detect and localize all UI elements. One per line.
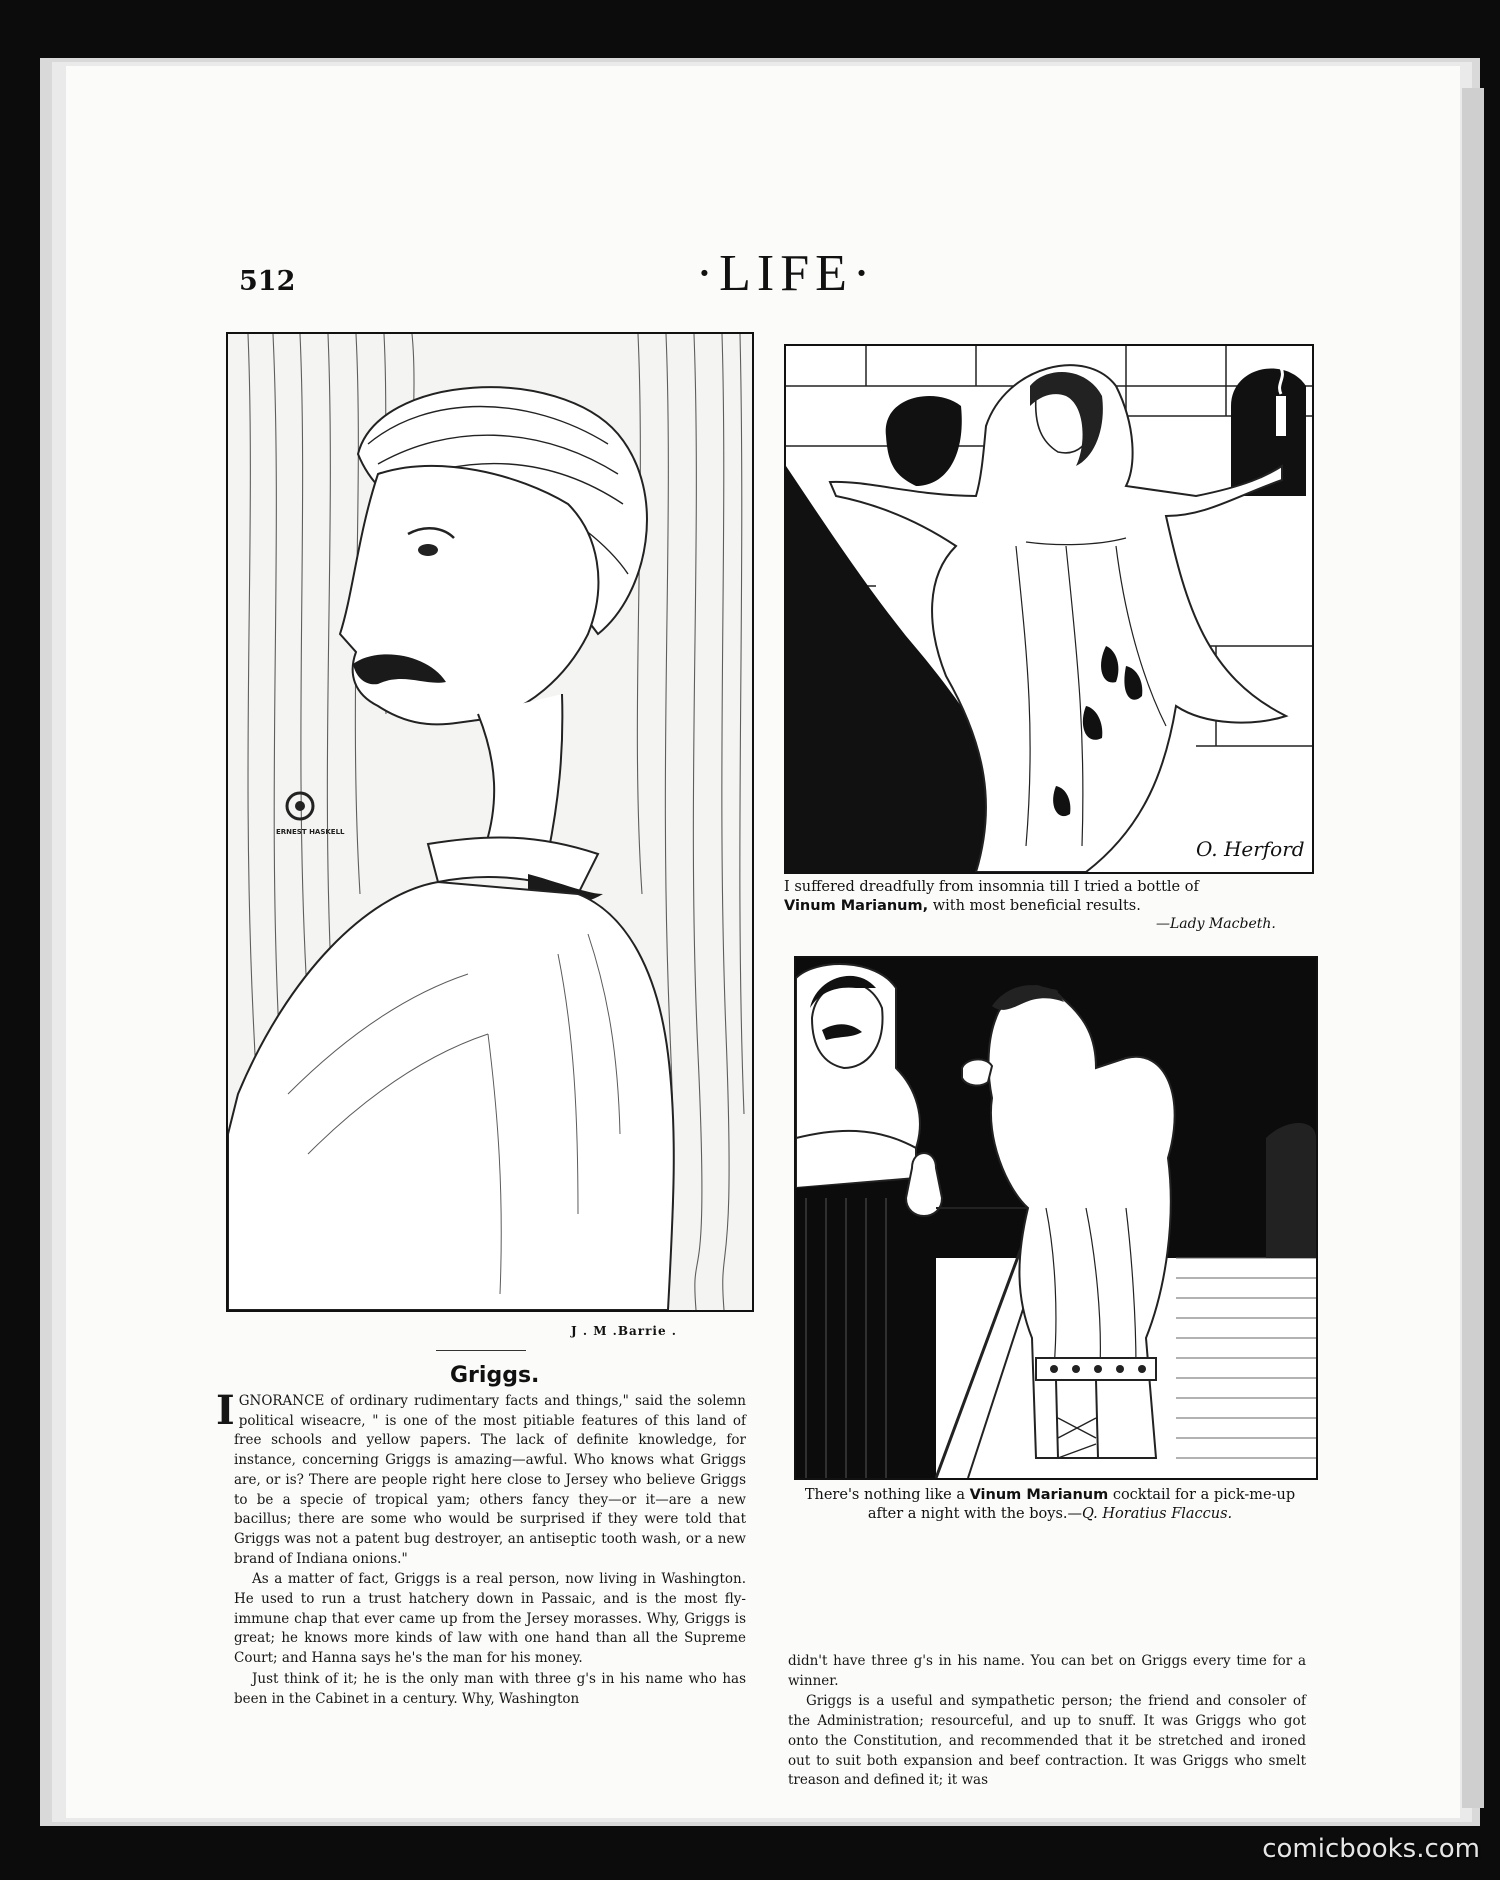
article-paragraph-3: Just think of it; he is the only man with three g's in his name who has been in the Cabinet in a century. Why, Washington — [234, 1670, 746, 1707]
drop-cap: I — [216, 1387, 235, 1434]
article-column-2 — [788, 1652, 1306, 1792]
horace-drawing — [796, 958, 1316, 1478]
vinum-marianum-brand-2: Vinum Marianum — [969, 1487, 1109, 1503]
magazine-page — [66, 66, 1460, 1818]
lady-macbeth-attribution: —Lady Macbeth. — [1156, 916, 1276, 932]
masthead-title: ·LIFE· — [695, 245, 877, 302]
lady-macbeth-caption — [784, 878, 1306, 916]
horace-illustration — [794, 956, 1318, 1480]
article-column-2-paragraph-2: Griggs is a useful and sympathetic person; the friend and consoler of the Administration; resourceful, and up to snuff. It was Griggs who got onto the Constitution, and recommended that it be stretched and ironed out to suit both expansion and beef contraction. It was Griggs who smelt treason and defined it; it was — [788, 1693, 1306, 1789]
portrait-drawing — [228, 334, 752, 1310]
lady-macbeth-caption-end: with most beneficial results. — [928, 898, 1141, 914]
artist-monogram: ERNEST HASKELL — [276, 828, 345, 836]
page-number: 512 — [239, 266, 296, 297]
vinum-marianum-brand-1: Vinum Marianum, — [784, 898, 929, 914]
article-paragraph-1-text: GNORANCE of ordinary rudimentary facts and things," said the solemn political wiseacre, " is one of the most pitiable features of this land of free schools and yellow papers. The lack of definite knowledge, for instance, concerning Griggs is amazing—awful. Who knows what Griggs are, or is? There are people right here close to Jersey who believe Griggs to be a specie of tropical yam; others fancy they—or it—are a new bacillus; there are some who would be surprised if they were told that Griggs was not a patent bug destroyer, an antiseptic tooth wash, or a new brand of Indiana onions." — [234, 1393, 746, 1567]
horace-caption — [792, 1486, 1308, 1524]
title-rule — [436, 1350, 526, 1351]
portrait-credit: J . M .Barrie . — [571, 1324, 677, 1338]
article-column-2-paragraph-1: didn't have three g's in his name. You can bet on Griggs every time for a winner. — [788, 1653, 1306, 1689]
portrait-illustration — [226, 332, 754, 1312]
lady-macbeth-artist-signature: O. Herford — [1196, 837, 1305, 861]
lady-macbeth-illustration — [784, 344, 1314, 874]
watermark: comicbooks.com — [1262, 1834, 1480, 1864]
article-paragraph-1 — [216, 1387, 746, 1569]
horace-caption-end: cocktail for a pick-me-up after a night with the boys.— — [867, 1487, 1296, 1522]
horace-caption-text: There's nothing like a — [804, 1487, 970, 1503]
article-column-1 — [216, 1387, 746, 1710]
next-page-edge — [1462, 88, 1484, 1808]
lady-macbeth-caption-text: I suffered dreadfully from insomnia till I tried a bottle of — [784, 879, 1199, 895]
article-paragraph-2: As a matter of fact, Griggs is a real person, now living in Washington. He used to run a trust hatchery down in Passaic, and is the most fly-immune chap that ever came up from the Jersey morasses. Why, Griggs is great; he knows more kinds of law with one hand than all the Supreme Court; and Hanna says he's the man for his money. — [234, 1571, 746, 1667]
horace-attribution: Q. Horatius Flaccus. — [1082, 1506, 1233, 1522]
article-title: Griggs. — [450, 1363, 540, 1388]
lady-macbeth-drawing — [786, 346, 1312, 872]
